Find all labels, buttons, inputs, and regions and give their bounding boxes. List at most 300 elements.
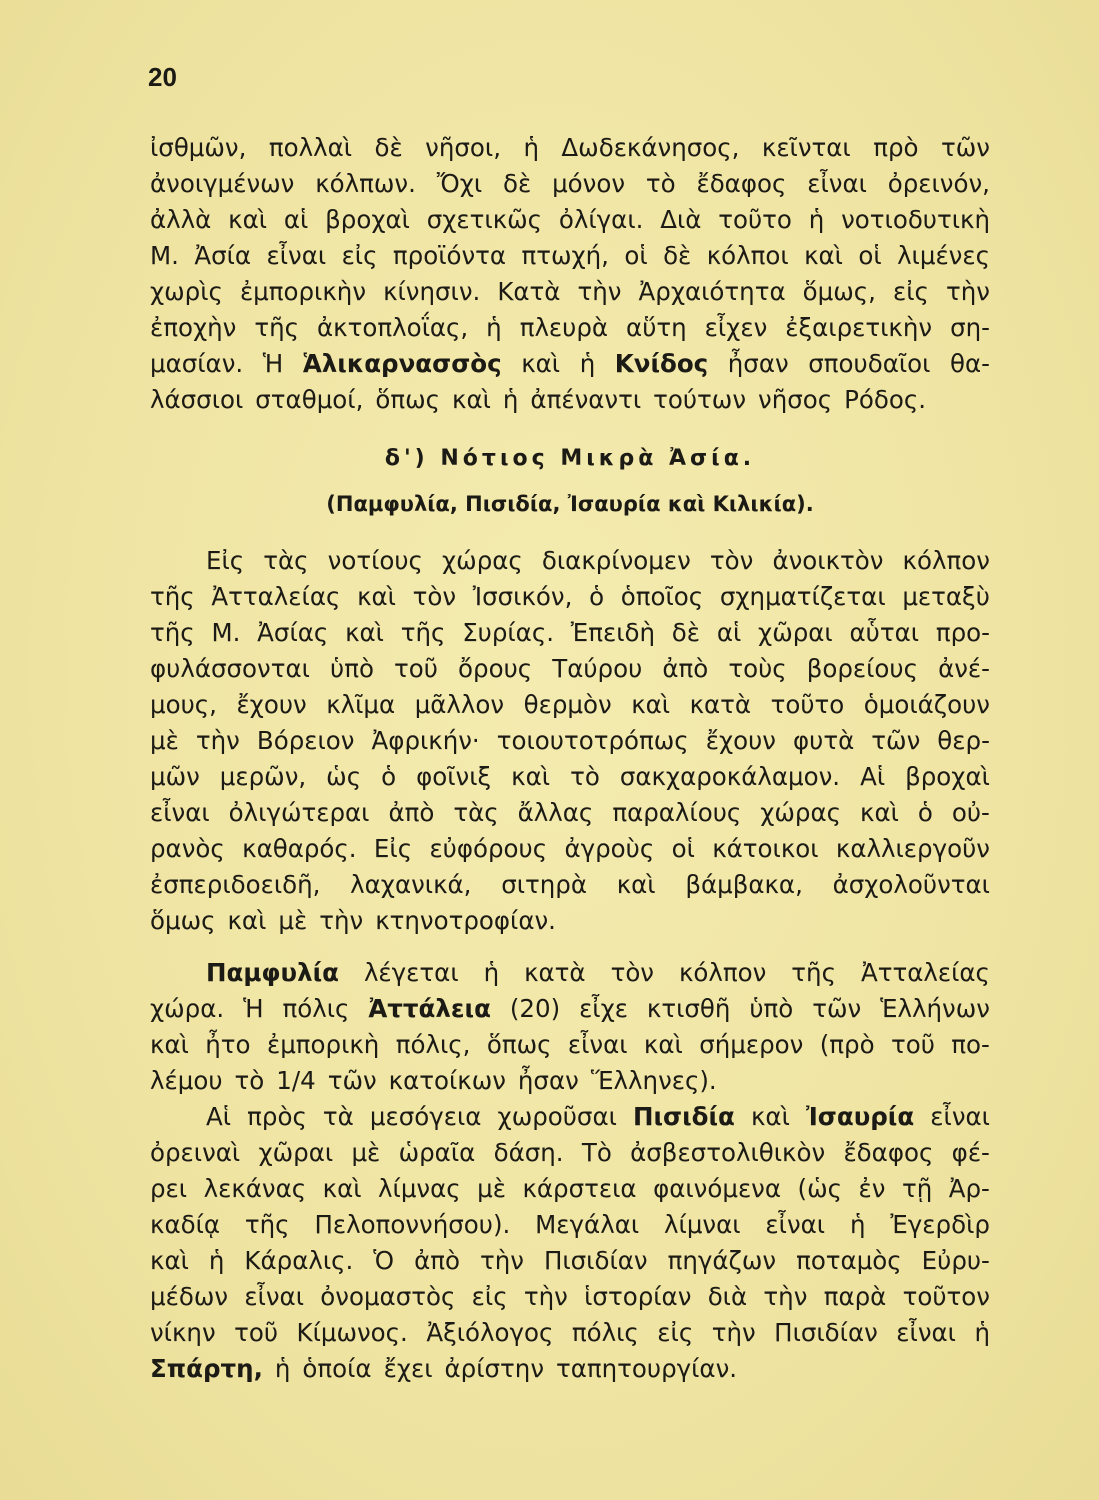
word: τὰ (322, 1102, 354, 1131)
word: καὶ (643, 1030, 683, 1059)
word: πλευρὰ (519, 313, 609, 342)
word: τοῦ (890, 1030, 935, 1059)
word: σχετικῶς (426, 205, 543, 234)
word: ἡ (579, 349, 596, 378)
word: εἶχε (579, 994, 628, 1023)
word: καὶ (452, 385, 491, 414)
word: ἐσπεριδοειδῆ, (150, 870, 321, 899)
word: τῶν (327, 1066, 377, 1095)
word: κλῖμα (326, 690, 396, 719)
word: ὁ (589, 582, 605, 611)
word: κόλπον (902, 546, 990, 575)
word: νῆσοι, (425, 133, 501, 162)
word: φέ- (951, 1138, 990, 1167)
word: ἀσβεστολιθικὸν (630, 1138, 826, 1167)
word: ὀνομαστὸς (320, 1282, 456, 1311)
word: Πισιδίαν (774, 1318, 878, 1347)
word: εἶναι (896, 1318, 956, 1347)
word: ὑπὸ (749, 994, 794, 1023)
word: αἱ (283, 205, 309, 234)
word: καθαρός. (242, 834, 357, 863)
word: καὶ (150, 1246, 189, 1275)
word: βροχαὶ (325, 205, 410, 234)
word: ἡ (208, 1246, 225, 1275)
word: ἀκτοπλοΐας, (317, 313, 469, 342)
text-line (150, 310, 990, 346)
word: Ὄχι (436, 169, 483, 198)
text-line (150, 274, 990, 310)
word: πρὸς (247, 1102, 307, 1131)
word: τῆς (150, 618, 195, 647)
word: μὲ (278, 906, 308, 935)
word: μους, (150, 690, 217, 719)
word: τὰς (453, 798, 499, 827)
word: τὰς (263, 546, 309, 575)
word: δὲ (502, 169, 532, 198)
word: ἀσχολοῦνται (832, 870, 990, 899)
word: σχηματίζεται (719, 582, 886, 611)
word: δὲ (374, 133, 403, 162)
word: εἶναι (266, 241, 327, 270)
word: ὀλιγώτεραι (228, 798, 370, 827)
word: πτωχή, (521, 241, 609, 270)
word: τὴν (319, 906, 364, 935)
text-line (150, 723, 990, 759)
word: ὡς (326, 762, 362, 791)
word: ὅμως, (802, 277, 876, 306)
word: τοῦ (394, 654, 438, 683)
word: τὴν (577, 277, 622, 306)
word: καὶ (860, 798, 899, 827)
word: καδίᾳ (150, 1210, 221, 1239)
word: φυτὰ (793, 726, 855, 755)
word: ἄλλας (517, 798, 594, 827)
word: τῆς (150, 582, 195, 611)
word: Εὐρυ- (921, 1246, 990, 1275)
word: λαχανικά, (350, 870, 472, 899)
word: παραλίους (612, 798, 742, 827)
word: εἶναι (930, 1102, 990, 1131)
word: πολλαὶ (268, 133, 353, 162)
word: κατὰ (524, 958, 586, 987)
word: ὑπὸ (330, 654, 374, 683)
word: Τὸ (581, 1138, 612, 1167)
text-line (150, 1207, 990, 1243)
word: ὁμοιάζουν (863, 690, 990, 719)
word: Ἀρ- (948, 1174, 990, 1203)
word: ἦτο (205, 1030, 251, 1059)
word: Μ. (211, 618, 241, 647)
text-line (150, 1243, 990, 1279)
bold-term: Ἀττάλεια (368, 994, 491, 1023)
text-line (150, 759, 990, 795)
word: αὕτη (626, 313, 687, 342)
word: Ἀτταλείας (860, 958, 990, 987)
word: ἀλλὰ (150, 205, 212, 234)
word: ἡ (502, 385, 519, 414)
word: ὀρεινόν, (887, 169, 990, 198)
word: ἡ (849, 1210, 866, 1239)
word: τοιουτοτρόπως (496, 726, 689, 755)
word: ἰσθμῶν, (150, 133, 247, 162)
bold-term: Πισιδία (633, 1102, 735, 1131)
word: μόνον (552, 169, 626, 198)
word: ἔδαφος (696, 169, 787, 198)
word: ἱστορίαν (584, 1282, 692, 1311)
word: τὴν (945, 277, 990, 306)
text-line (150, 1135, 990, 1171)
word: πο- (951, 1030, 990, 1059)
text-line (150, 1351, 990, 1387)
word: ἐξαιρετικὴν (785, 313, 933, 342)
word: τῶν (871, 726, 921, 755)
word: εἰς (341, 241, 378, 270)
word: καὶ (227, 906, 267, 935)
word: ρανὸς (150, 834, 225, 863)
word: λεκάνας (203, 1174, 307, 1203)
word: ἡ (274, 1354, 291, 1383)
word: τῆς (254, 313, 300, 342)
word: εἰς (892, 277, 929, 306)
word: χώρας (760, 798, 841, 827)
word: ποταμὸς (796, 1246, 902, 1275)
word: παρὰ (823, 1282, 887, 1311)
word: τὴν (479, 1246, 524, 1275)
word: λίμνας (378, 1174, 461, 1203)
word: Συρίας. (462, 618, 555, 647)
word: μὲ (150, 726, 179, 755)
word: χώρας (442, 546, 523, 575)
word: πόλις (282, 994, 350, 1023)
word: κεῖνται (761, 133, 851, 162)
word: Κάραλις. (244, 1246, 354, 1275)
section-heading: δ') Νότιος Μικρὰ Ἀσία. (384, 446, 756, 471)
word: οἱ (858, 241, 882, 270)
word: ὅμως (150, 906, 216, 935)
word: τὸ (645, 169, 676, 198)
word: κτισθῆ (646, 994, 731, 1023)
word: ἦσαν (727, 349, 789, 378)
word: σταθμοί, (255, 385, 364, 414)
text-line (150, 1027, 990, 1063)
word: κατὰ (689, 690, 752, 719)
text-line (150, 867, 990, 903)
word: τῶν (940, 133, 990, 162)
word: ὁ (381, 762, 397, 791)
word: προϊόντα (392, 241, 507, 270)
word: ἀπὸ (388, 798, 435, 827)
word: ἡ (974, 1318, 990, 1347)
word: ὀλίγαι. (558, 205, 644, 234)
word: οἱ (624, 241, 648, 270)
word: ἀρίστην (444, 1354, 544, 1383)
word: Ἀφρικήν· (371, 726, 480, 755)
word: σήμερον (699, 1030, 804, 1059)
word: χῶραι (758, 618, 833, 647)
word: πόλις, (395, 1030, 471, 1059)
text-line (150, 346, 990, 382)
text-line (150, 1171, 990, 1207)
word: πρὸ (873, 133, 919, 162)
word: λιμένες (897, 241, 990, 270)
word: κατοίκων (388, 1066, 506, 1095)
word: ἡ (808, 205, 825, 234)
bold-term: Παμφυλία (206, 958, 339, 987)
word: φυλάσσονται (150, 654, 310, 683)
text-line (150, 955, 990, 991)
word: καὶ (804, 241, 843, 270)
word: Ἀσίας (257, 618, 329, 647)
word: Αἱ (206, 1102, 232, 1131)
word: αὗται (849, 618, 920, 647)
word: θερ- (937, 726, 990, 755)
word: καὶ (631, 690, 671, 719)
word: ὄρους (458, 654, 533, 683)
word: τοῦ (234, 1318, 279, 1347)
word: καὶ (322, 1174, 362, 1203)
word: ἡ (523, 133, 539, 162)
word: Βόρειον (256, 726, 355, 755)
word: τοὺς (728, 654, 787, 683)
word: διὰ (707, 1282, 748, 1311)
word: χωρὶς (150, 277, 223, 306)
word: ἐμπορικὴ (266, 1030, 380, 1059)
text-line (150, 130, 990, 166)
word: Κατὰ (497, 277, 561, 306)
word: τῆς (244, 1210, 290, 1239)
word: βορείους (806, 654, 918, 683)
word: εὐφόρους (429, 834, 548, 863)
word: καὶ (750, 1102, 790, 1131)
page-number: 20 (148, 62, 177, 92)
bold-term: Ἰσαυρία (805, 1102, 915, 1131)
word: τῇ (901, 1174, 933, 1203)
word: Εἰς (206, 546, 245, 575)
word: τούτων (653, 385, 747, 414)
word: τὴν (523, 1282, 568, 1311)
word: καὶ (150, 1030, 189, 1059)
word: τοῦτον (902, 1282, 990, 1311)
word: ρει (150, 1174, 188, 1203)
word: ἀπὸ (662, 654, 709, 683)
word: προ- (935, 618, 990, 647)
word: ὅπως (486, 1030, 552, 1059)
word: καλλιεργοῦν (835, 834, 990, 863)
word: λέμου (150, 1066, 223, 1095)
word: μεταξὺ (902, 582, 990, 611)
word: πόλις (571, 1318, 639, 1347)
word: Αἱ (860, 762, 886, 791)
word: μέδων (150, 1282, 229, 1311)
word: Ἀξιόλογος (426, 1318, 554, 1347)
word: (πρὸ (819, 1030, 875, 1059)
word: μᾶλλον (414, 690, 505, 719)
word: χώρα. (150, 994, 225, 1023)
word: Ἀσία (194, 241, 252, 270)
word: ἔδαφος (843, 1138, 934, 1167)
word: κόλπον (678, 958, 767, 987)
word: κόλπων. (315, 169, 416, 198)
word: ὁποῖος (620, 582, 704, 611)
word: οἱ (671, 834, 695, 863)
word: Μ. (150, 241, 179, 270)
paragraph-southern-asia-minor (150, 543, 990, 939)
word: δὲ (663, 241, 692, 270)
section-subheading: (Παμφυλία, Πισιδία, Ἰσαυρία καὶ Κιλικία). (326, 492, 814, 516)
word: ἡ (483, 958, 500, 987)
text-line (150, 1063, 990, 1099)
text-line (150, 651, 990, 687)
word: τὴν (763, 1282, 808, 1311)
word: Ὁ (373, 1246, 395, 1275)
word: νοτιοδυτικὴ (841, 205, 990, 234)
word: ἀνέ- (938, 654, 990, 683)
text-line (150, 795, 990, 831)
word: τὴν (195, 726, 240, 755)
word: καὶ (345, 618, 384, 647)
word: νοτίους (327, 546, 423, 575)
word: ἦσαν (517, 1066, 579, 1095)
text-line (150, 831, 990, 867)
word: ἔχουν (236, 690, 307, 719)
word: Ἕλληνες). (590, 1066, 717, 1095)
word: μερῶν, (219, 762, 307, 791)
word: βάμβακα, (685, 870, 803, 899)
word: μὲ (351, 1138, 381, 1167)
word: ἐποχὴν (150, 313, 237, 342)
word: Ἡ (243, 994, 264, 1023)
word: μεσόγεια (369, 1102, 482, 1131)
word: ἀνοιγμένων (150, 169, 295, 198)
word: εἶναι (150, 798, 210, 827)
bold-term: Ἁλικαρνασσὸς (302, 349, 502, 378)
word: Κίμωνος. (296, 1318, 408, 1347)
word: Ἐπειδὴ (570, 618, 656, 647)
word: ἔχουν (705, 726, 776, 755)
word: ἀνοικτὸν (772, 546, 884, 575)
word: εἰς (471, 1282, 508, 1311)
word: ὡραῖα (398, 1138, 476, 1167)
word: δάση. (493, 1138, 564, 1167)
word: λέγεται (363, 958, 459, 987)
word: πηγάζων (667, 1246, 777, 1275)
bold-term: Σπάρτη, (150, 1354, 263, 1383)
word: Ἰσσικόν, (472, 582, 573, 611)
word: Διὰ (660, 205, 702, 234)
word: κόλποι (706, 241, 789, 270)
text-line (150, 579, 990, 615)
word: τὸν (709, 546, 754, 575)
word: δὲ (671, 618, 701, 647)
word: τὸ (234, 1066, 265, 1095)
word: τοῦτο (770, 690, 845, 719)
text-line (150, 903, 990, 939)
word: θερμὸν (523, 690, 612, 719)
word: ἡ (486, 313, 502, 342)
text-line (150, 1279, 990, 1315)
text-line (150, 1099, 990, 1135)
text-line (150, 202, 990, 238)
word: ἔχει (383, 1354, 433, 1383)
word: καὶ (357, 582, 396, 611)
word: εἶναι (244, 1282, 304, 1311)
word: φοῖνιξ (416, 762, 492, 791)
word: Ἐγερδὶρ (890, 1210, 990, 1239)
word: Πισιδίαν (543, 1246, 648, 1275)
word: Ἀτταλείας (211, 582, 341, 611)
word: κάτοικοι (712, 834, 819, 863)
word: νῆσος (758, 385, 833, 414)
word: ὀρειναὶ (150, 1138, 241, 1167)
word: κτηνοτροφίαν. (375, 906, 556, 935)
paragraph-isthmus (150, 130, 990, 418)
word: λίμναι (664, 1210, 741, 1239)
paragraph-pamphylia-pisidia (150, 955, 990, 1387)
word: Ρόδος. (844, 385, 927, 414)
word: Ἡ (262, 349, 284, 378)
word: σπουδαῖοι (808, 349, 931, 378)
word: ἀγροὺς (564, 834, 655, 863)
word: τῆς (791, 958, 836, 987)
word: ση- (950, 313, 990, 342)
text-line (150, 991, 990, 1027)
word: ταπητουργίαν. (556, 1354, 738, 1383)
word: χῶραι (258, 1138, 334, 1167)
word: ὁποία (302, 1354, 372, 1383)
word: καὶ (511, 762, 551, 791)
text-line (150, 1315, 990, 1351)
word: κίνησιν. (383, 277, 481, 306)
word: διακρίνομεν (541, 546, 691, 575)
word: κάρστεια (522, 1174, 637, 1203)
word: μὲ (477, 1174, 506, 1203)
text-line (150, 382, 990, 418)
word: καὶ (521, 349, 561, 378)
word: τὴν (711, 1318, 756, 1347)
word: εἶχεν (704, 313, 768, 342)
word: (ὡς (797, 1174, 842, 1203)
word: μασίαν. (150, 349, 244, 378)
word: Δωδεκάνησος, (561, 133, 740, 162)
word: Ἀρχαιότητα (638, 277, 786, 306)
word: τὸν (610, 958, 654, 987)
word: καὶ (228, 205, 268, 234)
text-line (150, 238, 990, 274)
word: (20) (509, 994, 561, 1023)
word: τοῦτο (718, 205, 792, 234)
word: λάσσιοι (150, 385, 244, 414)
text-line (150, 687, 990, 723)
text-line (150, 166, 990, 202)
word: ὅπως (375, 385, 440, 414)
word: βροχαὶ (905, 762, 990, 791)
word: τὸ (570, 762, 600, 791)
word: θα- (950, 349, 990, 378)
word: εἶναι (765, 1210, 826, 1239)
word: ἐν (858, 1174, 886, 1203)
word: ἀπέναντι (530, 385, 642, 414)
word: φαινόμενα (653, 1174, 782, 1203)
word: Μεγάλαι (535, 1210, 640, 1239)
bold-term: Κνίδος (614, 349, 709, 378)
word: σιτηρὰ (501, 870, 587, 899)
text-line (150, 615, 990, 651)
word: εἶναι (807, 169, 867, 198)
word: εἶναι (567, 1030, 628, 1059)
word: ἀπὸ (414, 1246, 460, 1275)
word: ἐμπορικὴν (239, 277, 367, 306)
word: Ἑλλήνων (880, 994, 990, 1023)
